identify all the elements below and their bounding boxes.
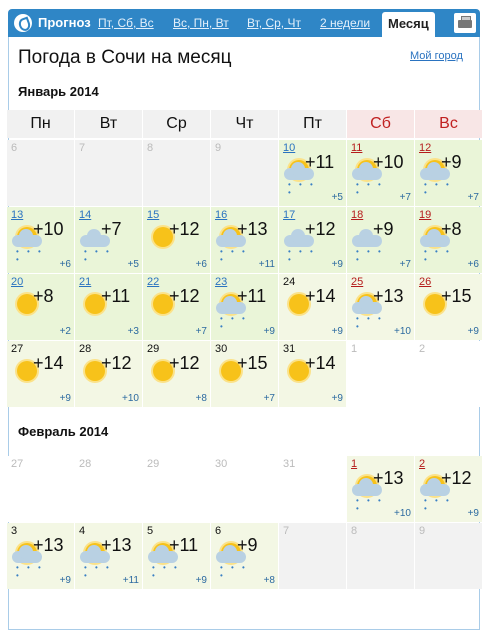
brand-logo-icon [14,14,32,32]
night-temperature: +7 [399,259,411,270]
day-cell [75,140,142,206]
day-cell [279,456,346,522]
day-cell[interactable] [415,456,482,522]
night-temperature: +11 [122,575,139,586]
day-number[interactable]: 13 [11,209,24,221]
day-number: 31 [283,458,296,470]
partly-sunny-rain-icon: • • • • [214,225,248,251]
day-temperature: +12 [169,286,200,306]
night-temperature: +9 [331,259,343,270]
day-temperature: +9 [441,152,462,172]
day-number[interactable]: 22 [147,276,160,288]
night-temperature: +8 [195,393,207,404]
partly-sunny-rain-icon: • • • • [418,474,452,500]
partly-sunny-rain-icon: • • • • [418,158,452,184]
night-temperature: +9 [195,575,207,586]
day-temperature: +10 [33,219,64,239]
day-cell[interactable] [7,274,74,340]
day-number: 8 [147,142,154,154]
day-number: 2 [419,343,426,355]
page-title: Погода в Сочи на месяц [18,47,232,68]
day-temperature: +11 [101,286,131,306]
day-number[interactable]: 15 [147,209,160,221]
day-cell[interactable] [75,341,142,407]
night-temperature: +8 [263,575,275,586]
night-temperature: +9 [59,575,71,586]
day-temperature: +8 [441,219,462,239]
day-cell[interactable] [143,207,210,273]
day-number[interactable]: 19 [419,209,432,221]
day-temperature: +10 [373,152,404,172]
cloud-rain-icon: • • • • [282,225,316,251]
day-cell[interactable] [279,341,346,407]
month-heading: Февраль 2014 [18,424,109,439]
day-number[interactable]: 17 [283,209,296,221]
night-temperature: +9 [331,326,343,337]
day-cell [415,341,482,407]
day-temperature: +9 [237,535,258,555]
day-cell[interactable] [143,274,210,340]
night-temperature: +11 [258,259,275,270]
day-number[interactable]: 3 [11,525,18,537]
night-temperature: +9 [263,326,275,337]
day-number[interactable]: 6 [215,525,222,537]
day-cell[interactable] [7,207,74,273]
day-number: 7 [283,525,290,537]
day-cell[interactable] [143,341,210,407]
day-number[interactable]: 31 [283,343,296,355]
night-temperature: +9 [467,508,479,519]
day-cell [347,523,414,589]
day-cell[interactable] [211,341,278,407]
day-number[interactable]: 11 [351,142,363,154]
day-number[interactable]: 4 [79,525,86,537]
day-cell[interactable] [75,274,142,340]
day-number: 8 [351,525,358,537]
day-cell[interactable] [415,207,482,273]
day-cell[interactable] [7,341,74,407]
day-temperature: +12 [169,353,200,373]
day-number[interactable]: 5 [147,525,154,537]
day-temperature: +12 [169,219,200,239]
day-cell [211,456,278,522]
night-temperature: +5 [331,192,343,203]
day-cell [143,456,210,522]
day-temperature: +15 [237,353,268,373]
day-number: 28 [79,458,92,470]
day-cell[interactable] [279,140,346,206]
partly-sunny-rain-icon: • • • • [282,158,316,184]
tab-two-weeks[interactable]: 2 недели [320,16,371,30]
partly-sunny-rain-icon: • • • • [350,158,384,184]
day-cell[interactable] [347,207,414,273]
day-cell[interactable] [347,456,414,522]
day-number: 27 [11,458,24,470]
partly-sunny-rain-icon: • • • • [214,541,248,567]
weekday-header: Вс [415,110,482,138]
day-number[interactable]: 25 [351,276,364,288]
day-number[interactable]: 16 [215,209,228,221]
day-temperature: +12 [305,219,336,239]
day-number: 1 [351,343,358,355]
day-temperature: +8 [33,286,54,306]
day-number: 9 [215,142,222,154]
night-temperature: +10 [394,326,411,337]
day-cell[interactable] [279,207,346,273]
day-number[interactable]: 20 [11,276,24,288]
day-temperature: +15 [441,286,472,306]
day-number[interactable]: 30 [215,343,228,355]
day-temperature: +7 [101,219,122,239]
day-temperature: +11 [169,535,199,555]
day-cell [75,456,142,522]
night-temperature: +7 [195,326,207,337]
night-temperature: +5 [127,259,139,270]
cloud-rain-icon: • • • • [350,225,384,251]
day-cell[interactable] [75,523,142,589]
day-temperature: +14 [305,353,336,373]
day-number[interactable]: 10 [283,142,296,154]
night-temperature: +7 [467,192,479,203]
weekday-header: Ср [143,110,210,138]
day-cell[interactable] [415,140,482,206]
night-temperature: +9 [467,326,479,337]
day-number: 9 [419,525,426,537]
brand-label[interactable]: Прогноз [38,15,91,30]
night-temperature: +6 [59,259,71,270]
night-temperature: +10 [122,393,139,404]
day-temperature: +13 [237,219,268,239]
day-cell [7,456,74,522]
day-number[interactable]: 12 [419,142,432,154]
day-cell [415,523,482,589]
night-temperature: +2 [59,326,71,337]
day-number: 6 [11,142,18,154]
day-temperature: +13 [373,286,404,306]
day-number[interactable]: 24 [283,276,296,288]
day-cell[interactable] [7,523,74,589]
day-number[interactable]: 14 [79,209,92,221]
day-cell [211,140,278,206]
day-temperature: +11 [237,286,267,306]
day-cell [143,140,210,206]
day-cell[interactable] [143,523,210,589]
day-number[interactable]: 18 [351,209,364,221]
day-cell[interactable] [347,274,414,340]
night-temperature: +6 [195,259,207,270]
tab-sun-mon-tue[interactable]: Вс, Пн, Вт [173,16,229,30]
day-number: 30 [215,458,228,470]
day-number[interactable]: 1 [351,458,358,470]
day-number[interactable]: 2 [419,458,426,470]
day-temperature: +12 [101,353,132,373]
day-number[interactable]: 27 [11,343,24,355]
day-temperature: +14 [305,286,336,306]
month-heading: Январь 2014 [18,84,99,99]
day-cell[interactable] [211,523,278,589]
day-cell[interactable] [279,274,346,340]
day-cell[interactable] [211,274,278,340]
cloud-rain-icon: • • • • [78,225,112,251]
my-city-link[interactable]: Мой город [410,50,463,62]
day-number: 7 [79,142,86,154]
day-temperature: +13 [33,535,64,555]
day-number: 29 [147,458,160,470]
day-temperature: +13 [101,535,132,555]
partly-sunny-rain-icon: • • • • [146,541,180,567]
day-cell [279,523,346,589]
night-temperature: +10 [394,508,411,519]
day-cell[interactable] [211,207,278,273]
tab-month[interactable]: Месяц [382,12,435,37]
partly-sunny-rain-icon: • • • • [350,474,384,500]
day-cell[interactable] [347,140,414,206]
day-temperature: +14 [33,353,64,373]
tab-tue-wed-thu[interactable]: Вт, Ср, Чт [247,16,301,30]
partly-sunny-rain-icon: • • • • [10,541,44,567]
day-temperature: +9 [373,219,394,239]
printer-icon[interactable] [454,13,476,33]
night-temperature: +7 [399,192,411,203]
night-temperature: +3 [127,326,139,337]
day-number[interactable]: 29 [147,343,160,355]
partly-sunny-rain-icon: • • • • [418,225,452,251]
partly-sunny-rain-icon: • • • • [350,292,384,318]
partly-sunny-rain-icon: • • • • [78,541,112,567]
weekday-header: Сб [347,110,414,138]
day-number[interactable]: 28 [79,343,92,355]
weekday-header: Чт [211,110,278,138]
partly-sunny-rain-icon: • • • • [10,225,44,251]
top-nav-bar [8,9,480,37]
day-cell [7,140,74,206]
weekday-header: Пн [7,110,74,138]
day-number[interactable]: 23 [215,276,228,288]
night-temperature: +9 [331,393,343,404]
night-temperature: +7 [263,393,275,404]
day-number[interactable]: 21 [79,276,92,288]
night-temperature: +6 [467,259,479,270]
weekday-header: Вт [75,110,142,138]
weekday-header: Пт [279,110,346,138]
day-temperature: +12 [441,468,472,488]
day-number[interactable]: 26 [419,276,432,288]
day-cell[interactable] [75,207,142,273]
partly-sunny-rain-icon: • • • • [214,292,248,318]
tab-fri-sat-sun[interactable]: Пт, Сб, Вс [98,16,154,30]
day-cell[interactable] [415,274,482,340]
day-cell [347,341,414,407]
day-temperature: +13 [373,468,404,488]
night-temperature: +9 [59,393,71,404]
day-temperature: +11 [305,152,335,172]
